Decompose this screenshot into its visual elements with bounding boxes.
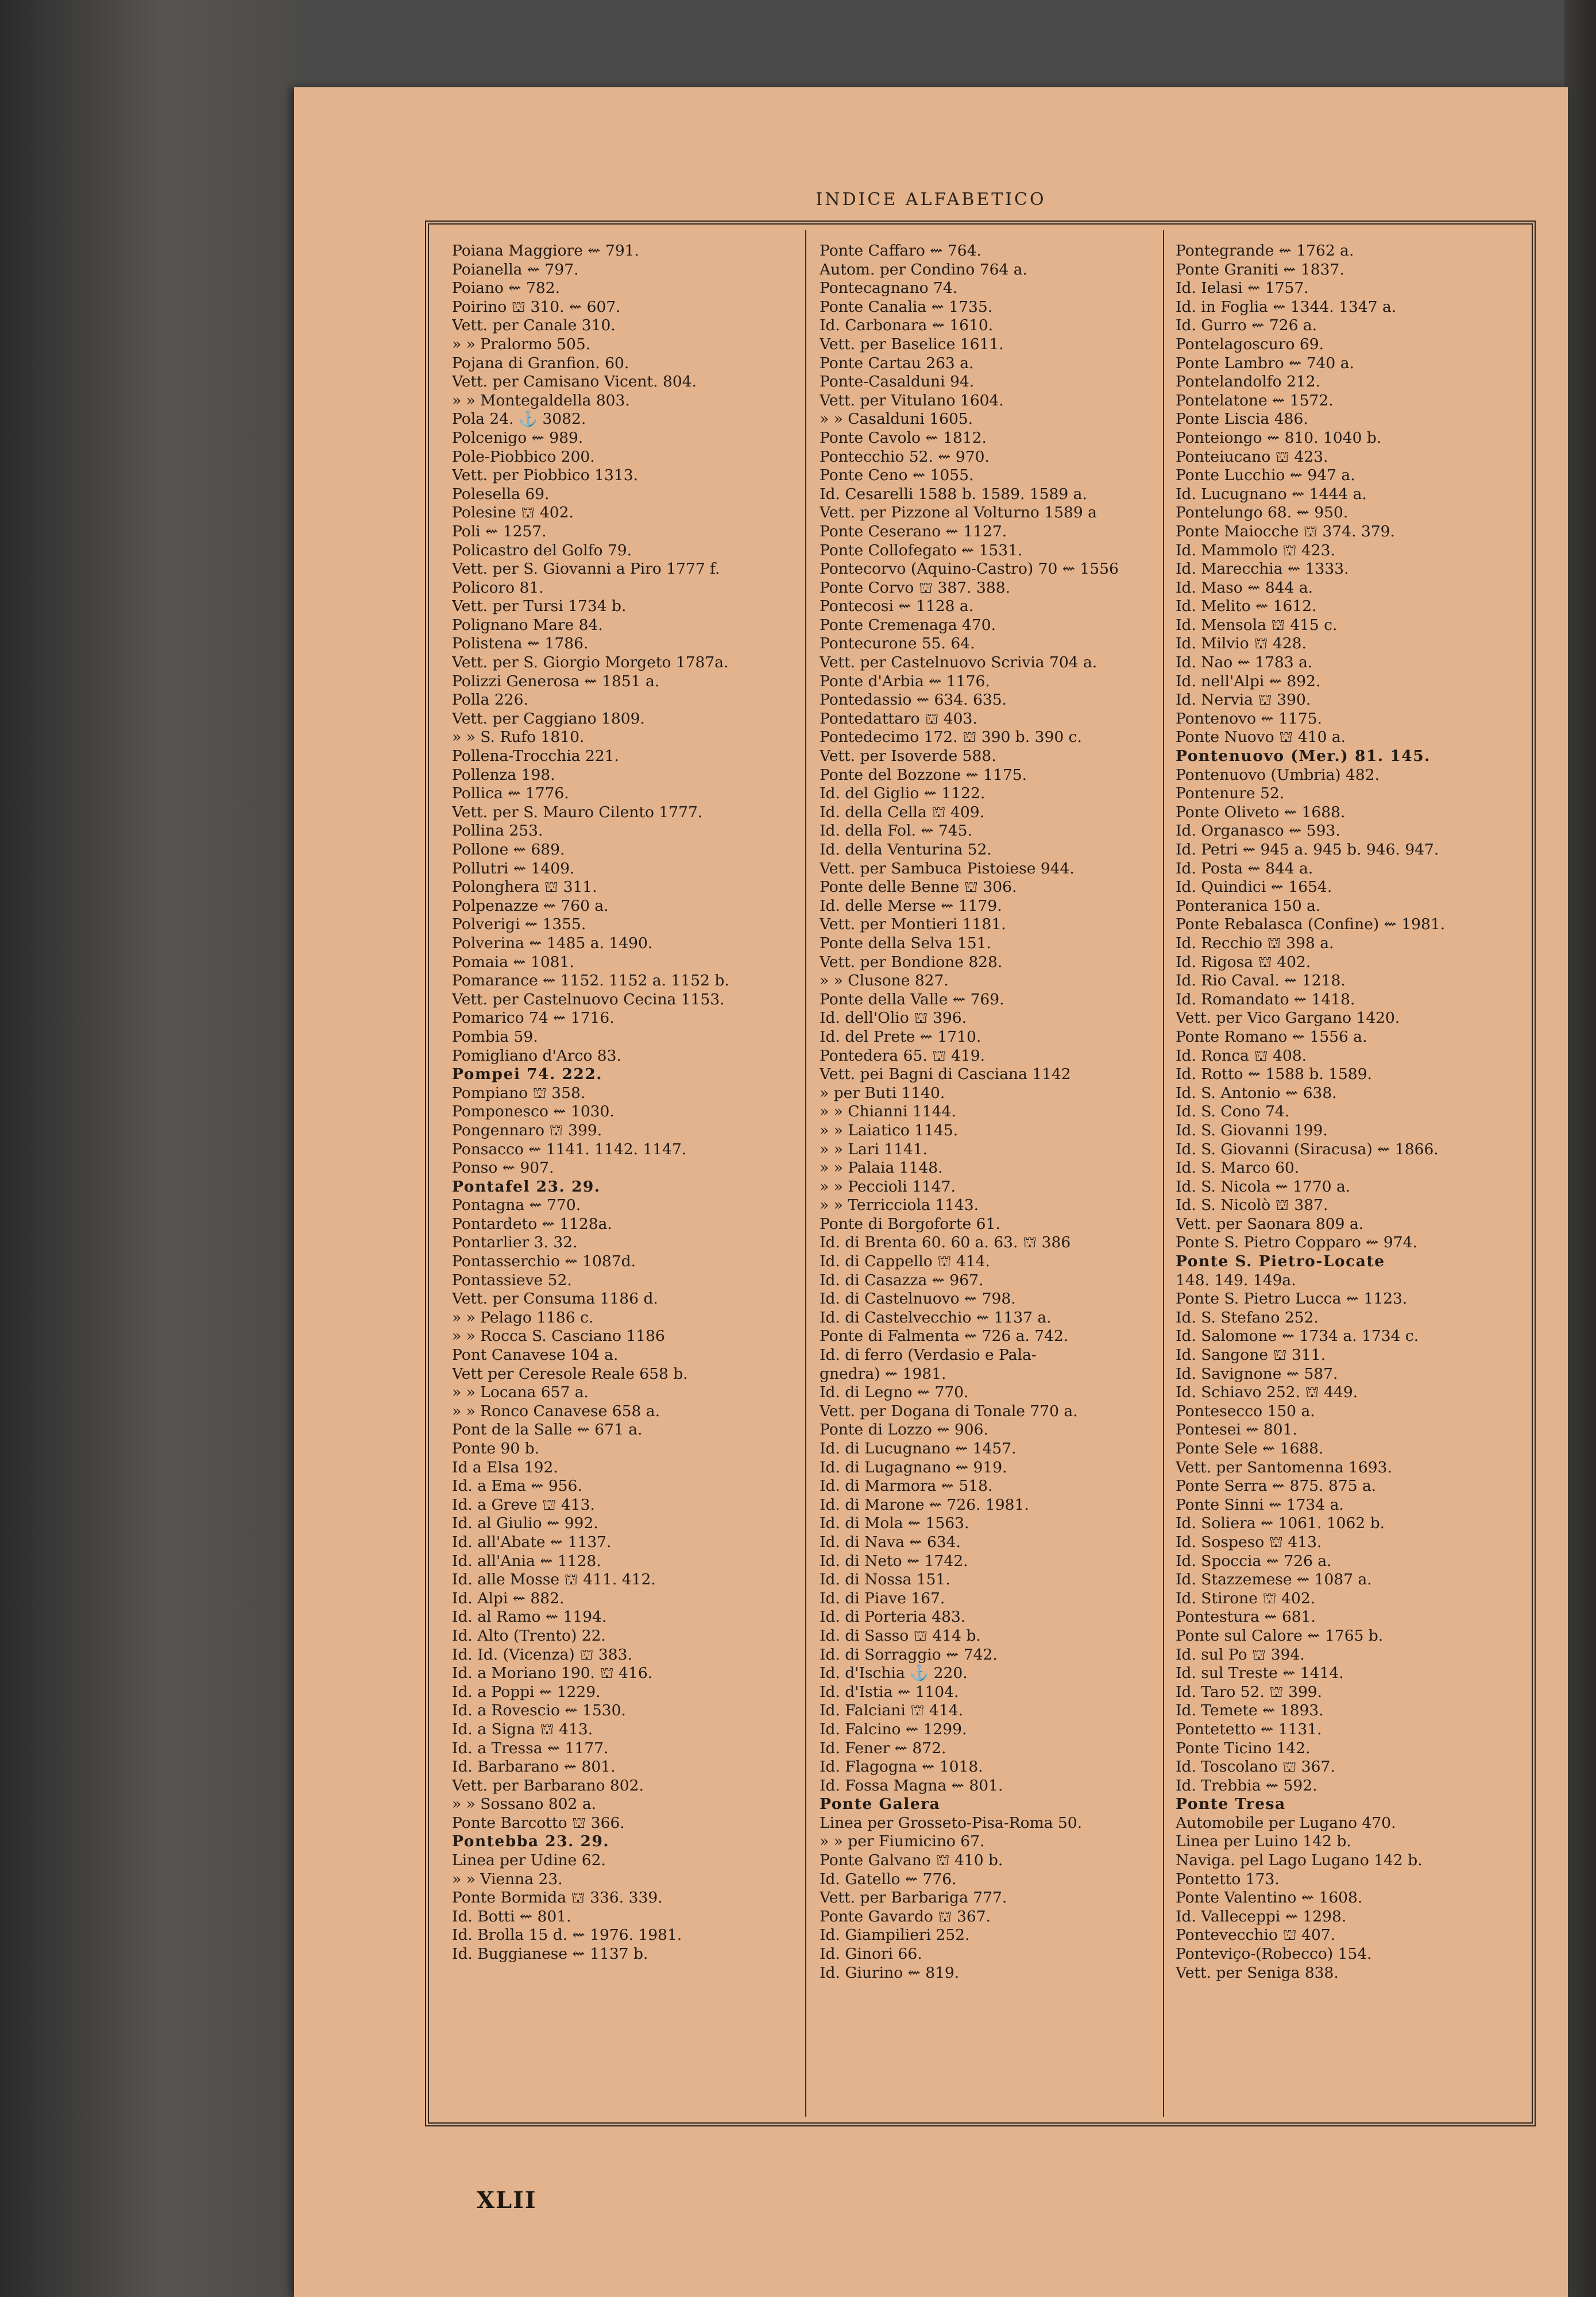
index-entry: Id. Carbonara ⇜ 1610.	[820, 316, 994, 335]
index-entry: Id. a Ema ⇜ 956.	[452, 1477, 582, 1495]
index-entry: Ponte Sinni ⇜ 1734 a.	[1176, 1495, 1344, 1514]
index-entry: » » Chianni 1144.	[820, 1103, 956, 1121]
column-divider	[805, 230, 806, 2117]
index-entry: Ponte 90 b.	[452, 1440, 540, 1457]
index-entry: Id. Nervia ⛫ 390.	[1176, 691, 1311, 709]
index-entry: Polignano Mare 84.	[452, 616, 603, 634]
index-entry: Ponte Cavolo ⇜ 1812.	[820, 428, 987, 447]
index-column-1	[452, 242, 797, 2108]
index-entry: Id. di Marmora ⇜ 518.	[820, 1477, 993, 1495]
index-entry: Id. S. Nicola ⇜ 1770 a.	[1176, 1177, 1351, 1196]
index-entry: Polla 226.	[452, 691, 528, 709]
index-entry: Naviga. pel Lago Lugano 142 b.	[1176, 1851, 1423, 1870]
index-entry: Id. Stirone ⛫ 402.	[1176, 1589, 1316, 1607]
index-entry: Vett. per Vitulano 1604.	[820, 391, 1004, 409]
index-entry: Id. Cesarelli 1588 b. 1589. 1589 a.	[820, 485, 1087, 503]
index-entry: Id. Taro 52. ⛫ 399.	[1176, 1683, 1323, 1701]
index-entry: Id. Petri ⇜ 945 a. 945 b. 946. 947.	[1176, 841, 1439, 859]
index-entry: Id. di Lucugnano ⇜ 1457.	[820, 1440, 1017, 1457]
index-entry: Id. Rio Caval. ⇜ 1218.	[1176, 972, 1346, 990]
index-entry: Id. S. Stefano 252.	[1176, 1308, 1319, 1327]
index-entry: Id. Recchio ⛫ 398 a.	[1176, 934, 1334, 952]
index-entry: Pontelagoscuro 69.	[1176, 335, 1324, 353]
index-entry: Id. Brolla 15 d. ⇜ 1976. 1981.	[452, 1926, 682, 1944]
index-entry: Id. Soliera ⇜ 1061. 1062 b.	[1176, 1514, 1385, 1533]
index-entry: Id. a Moriano 190. ⛫ 416.	[452, 1664, 653, 1683]
page-header: INDICE ALFABETICO	[816, 190, 1046, 210]
index-entry: Vett. per Baselice 1611.	[820, 335, 1004, 353]
index-entry: Id. al Giulio ⇜ 992.	[452, 1514, 598, 1533]
index-entry: » » Casalduni 1605.	[820, 410, 973, 428]
index-entry: Ponte-Casalduni 94.	[820, 373, 975, 391]
index-entry: Ponte di Borgoforte 61.	[820, 1215, 1000, 1233]
index-entry: Pontagna ⇜ 770.	[452, 1196, 581, 1215]
index-entry: Vett. per Pizzone al Volturno 1589 a	[820, 504, 1097, 522]
background-left	[0, 0, 299, 2297]
index-entry: Pombia 59.	[452, 1027, 538, 1046]
index-entry: Ponte Oliveto ⇜ 1688.	[1176, 803, 1346, 821]
index-entry: Ponteiongo ⇜ 810. 1040 b.	[1176, 428, 1382, 447]
index-entry: Id. Lucugnano ⇜ 1444 a.	[1176, 485, 1367, 503]
index-entry: Ponte del Bozzone ⇜ 1175.	[820, 765, 1027, 784]
index-entry: Vett. per S. Mauro Cilento 1777.	[452, 803, 703, 821]
index-entry: Ponte S. Pietro-Locate	[1176, 1252, 1385, 1271]
index-entry: Vett. per Montieri 1181.	[820, 915, 1006, 934]
index-entry: » » Locana 657 a.	[452, 1383, 589, 1402]
index-entry: Pontarlier 3. 32.	[452, 1233, 578, 1252]
index-entry: Ponte S. Pietro Copparo ⇜ 974.	[1176, 1233, 1417, 1252]
index-entry: Pontedattaro ⛫ 403.	[820, 709, 977, 728]
index-entry: Id. al Ramo ⇜ 1194.	[452, 1608, 607, 1626]
index-entry: Id. Sangone ⛫ 311.	[1176, 1346, 1326, 1364]
index-entry: Id. Ronca ⛫ 408.	[1176, 1046, 1307, 1065]
index-entry: Polpenazze ⇜ 760 a.	[452, 896, 609, 915]
index-entry: Id. S. Nicolò ⛫ 387.	[1176, 1196, 1328, 1215]
index-entry: Pomigliano d'Arco 83.	[452, 1046, 621, 1065]
index-entry: » » S. Rufo 1810.	[452, 728, 585, 747]
index-entry: Id. di ferro (Verdasio e Pala-	[820, 1346, 1037, 1364]
index-entry: » » Vienna 23.	[452, 1870, 563, 1888]
index-entry: Id. Flagogna ⇜ 1018.	[820, 1758, 983, 1776]
index-entry: Ponte Ceno ⇜ 1055.	[820, 466, 974, 485]
index-entry: Ponte Cartau 263 a.	[820, 354, 974, 372]
index-entry: Polcenigo ⇜ 989.	[452, 428, 583, 447]
index-entry: Id. Maso ⇜ 844 a.	[1176, 578, 1313, 597]
index-entry: Pollica ⇜ 1776.	[452, 784, 569, 803]
index-entry: Id. Melito ⇜ 1612.	[1176, 597, 1317, 616]
index-entry: Ponte Maiocche ⛫ 374. 379.	[1176, 522, 1395, 540]
index-entry: Id. di Cappello ⛫ 414.	[820, 1252, 990, 1271]
index-entry: Poli ⇜ 1257.	[452, 522, 547, 540]
index-entry: Pontevecchio ⛫ 407.	[1176, 1926, 1336, 1944]
index-entry: Id. Salomone ⇜ 1734 a. 1734 c.	[1176, 1327, 1419, 1345]
index-entry: Id. di Lugagnano ⇜ 919.	[820, 1458, 1007, 1476]
index-entry: Id. Stazzemese ⇜ 1087 a.	[1176, 1571, 1372, 1589]
index-entry: Id. Botti ⇜ 801.	[452, 1907, 571, 1925]
index-entry: Id. d'Ischia ⚓ 220.	[820, 1664, 968, 1683]
index-entry: Pollutri ⇜ 1409.	[452, 859, 575, 877]
index-entry: Ponte Sele ⇜ 1688.	[1176, 1440, 1324, 1457]
index-entry: Pontardeto ⇜ 1128a.	[452, 1215, 612, 1233]
index-entry: Polonghera ⛫ 311.	[452, 878, 597, 896]
index-entry: Pongennaro ⛫ 399.	[452, 1121, 602, 1139]
index-entry: Vett. pei Bagni di Casciana 1142	[820, 1065, 1071, 1084]
index-entry: Id. Giurino ⇜ 819.	[820, 1963, 960, 1982]
index-entry: Ponte Rebalasca (Confine) ⇜ 1981.	[1176, 915, 1446, 934]
index-entry: Id. all'Ania ⇜ 1128.	[452, 1552, 601, 1570]
index-entry: Pontenuovo (Mer.) 81. 145.	[1176, 747, 1431, 765]
index-entry: Pontecagnano 74.	[820, 279, 958, 297]
index-entry: Vett. per Consuma 1186 d.	[452, 1290, 658, 1308]
index-entry: Id. Fossa Magna ⇜ 801.	[820, 1776, 1003, 1795]
index-entry: Pontestura ⇜ 681.	[1176, 1608, 1316, 1626]
index-entry: Id. Rotto ⇜ 1588 b. 1589.	[1176, 1065, 1373, 1084]
index-entry: Pontecorvo (Aquino-Castro) 70 ⇜ 1556	[820, 560, 1119, 578]
index-entry: Ponte Barcotto ⛫ 366.	[452, 1813, 625, 1832]
index-entry: Ponte Bormida ⛫ 336. 339.	[452, 1889, 663, 1907]
index-entry: Pontedassio ⇜ 634. 635.	[820, 691, 1007, 709]
index-entry: Policastro del Golfo 79.	[452, 541, 632, 559]
index-entry: Polverina ⇜ 1485 a. 1490.	[452, 934, 653, 952]
index-entry: Ponteranica 150 a.	[1176, 896, 1321, 915]
index-entry: Ponte Valentino ⇜ 1608.	[1176, 1889, 1363, 1907]
index-entry: » » Sossano 802 a.	[452, 1795, 597, 1813]
index-entry: Ponte Ceserano ⇜ 1127.	[820, 522, 1007, 540]
index-entry: Id. Barbarano ⇜ 801.	[452, 1758, 616, 1776]
index-entry: Polesella 69.	[452, 485, 550, 503]
index-entry: gnedra) ⇜ 1981.	[820, 1364, 946, 1383]
index-entry: Id. Gurro ⇜ 726 a.	[1176, 316, 1317, 335]
index-entry: » » Lari 1141.	[820, 1140, 928, 1158]
index-entry: Id. Rigosa ⛫ 402.	[1176, 953, 1311, 971]
index-entry: Id. Spoccia ⇜ 726 a.	[1176, 1552, 1332, 1570]
index-entry: Id. Falciani ⛫ 414.	[820, 1702, 964, 1720]
index-entry: » » Ronco Canavese 658 a.	[452, 1402, 660, 1420]
index-entry: Pollina 253.	[452, 822, 543, 840]
index-entry: Id. Ginori 66.	[820, 1945, 922, 1963]
index-entry: Pontesecco 150 a.	[1176, 1402, 1315, 1420]
index-entry: Ponte Liscia 486.	[1176, 410, 1308, 428]
index-entry: » » per Fiumicino 67.	[820, 1832, 985, 1851]
index-entry: Id. Marecchia ⇜ 1333.	[1176, 560, 1349, 578]
index-entry: » per Buti 1140.	[820, 1084, 945, 1102]
index-entry: Poirino ⛫ 310. ⇜ 607.	[452, 297, 621, 316]
index-entry: Id. d'Istia ⇜ 1104.	[820, 1683, 959, 1701]
index-entry: Id. Gatello ⇜ 776.	[820, 1870, 957, 1888]
index-entry: Id. di Porteria 483.	[820, 1608, 966, 1626]
index-entry: Pontelatone ⇜ 1572.	[1176, 391, 1334, 409]
index-entry: Id. all'Abate ⇜ 1137.	[452, 1533, 612, 1551]
index-entry: Pollena-Trocchia 221.	[452, 747, 619, 765]
background-right	[1564, 0, 1596, 2297]
index-entry: Id. Schiavo 252. ⛫ 449.	[1176, 1383, 1358, 1402]
index-entry: Id. alle Mosse ⛫ 411. 412.	[452, 1571, 656, 1589]
index-entry: Id. Romandato ⇜ 1418.	[1176, 990, 1355, 1008]
index-entry: Pomarance ⇜ 1152. 1152 a. 1152 b.	[452, 972, 729, 990]
index-entry: Id. di Nossa 151.	[820, 1571, 950, 1589]
index-entry: Pomponesco ⇜ 1030.	[452, 1103, 615, 1121]
index-entry: Id. Mensola ⛫ 415 c.	[1176, 616, 1338, 634]
index-entry: Id. sul Po ⛫ 394.	[1176, 1645, 1305, 1664]
index-entry: Pontenovo ⇜ 1175.	[1176, 709, 1322, 728]
index-entry: Polistena ⇜ 1786.	[452, 635, 589, 653]
index-entry: Poiana Maggiore ⇜ 791.	[452, 242, 639, 260]
index-entry: Pontenuovo (Umbria) 482.	[1176, 765, 1380, 784]
index-entry: Id. S. Marco 60.	[1176, 1159, 1300, 1177]
index-entry: Ponte Canalia ⇜ 1735.	[820, 297, 993, 316]
index-entry: Id. di Piave 167.	[820, 1589, 945, 1607]
index-entry: Id. di Legno ⇜ 770.	[820, 1383, 969, 1402]
index-entry: 148. 149. 149a.	[1176, 1271, 1296, 1289]
index-entry: » » Clusone 827.	[820, 972, 949, 990]
index-entry: Id. Buggianese ⇜ 1137 b.	[452, 1945, 648, 1963]
index-entry: Id. Toscolano ⛫ 367.	[1176, 1758, 1335, 1776]
index-entry: Ponte di Falmenta ⇜ 726 a. 742.	[820, 1327, 1069, 1345]
index-entry: Pont Canavese 104 a.	[452, 1346, 619, 1364]
index-entry: Vett. per Tursi 1734 b.	[452, 597, 627, 616]
index-entry: Ponte Galvano ⛫ 410 b.	[820, 1851, 1003, 1870]
index-entry: Pontassieve 52.	[452, 1271, 572, 1289]
index-entry: Ponte Corvo ⛫ 387. 388.	[820, 578, 1010, 597]
index-entry: Vett. per Isoverde 588.	[820, 747, 996, 765]
index-entry: Id. di Casazza ⇜ 967.	[820, 1271, 984, 1289]
index-entry: Vett per Ceresole Reale 658 b.	[452, 1364, 688, 1383]
index-entry: Id. del Prete ⇜ 1710.	[820, 1027, 981, 1046]
index-entry: » » Laiatico 1145.	[820, 1121, 959, 1139]
index-entry: Pontelandolfo 212.	[1176, 373, 1321, 391]
index-entry: Ponte Cremenaga 470.	[820, 616, 996, 634]
index-entry: Pomarico 74 ⇜ 1716.	[452, 1009, 615, 1027]
index-entry: Linea per Grosseto-Pisa-Roma 50.	[820, 1813, 1083, 1832]
index-entry: » » Montegaldella 803.	[452, 391, 630, 409]
index-entry: » » Pralormo 505.	[452, 335, 591, 353]
index-entry: Vett. per Vico Gargano 1420.	[1176, 1009, 1400, 1027]
index-entry: Id. Sospeso ⛫ 413.	[1176, 1533, 1322, 1551]
index-entry: Id. della Venturina 52.	[820, 841, 992, 859]
index-entry: Id. Milvio ⛫ 428.	[1176, 635, 1307, 653]
index-entry: » » Pelago 1186 c.	[452, 1308, 594, 1327]
index-entry: Pontedera 65. ⛫ 419.	[820, 1046, 985, 1065]
index-entry: Id. di Mola ⇜ 1563.	[820, 1514, 969, 1533]
index-entry: Id. Mammolo ⛫ 423.	[1176, 541, 1336, 559]
index-entry: Id. di Sorraggio ⇜ 742.	[820, 1645, 998, 1664]
index-entry: Id. del Giglio ⇜ 1122.	[820, 784, 986, 803]
index-entry: Ponte Galera	[820, 1795, 941, 1813]
index-entry: Ponte Graniti ⇜ 1837.	[1176, 260, 1344, 279]
index-entry: Pontetetto ⇜ 1131.	[1176, 1720, 1322, 1738]
index-entry: Id. Alpi ⇜ 882.	[452, 1589, 565, 1607]
index-entry: Pompiano ⛫ 358.	[452, 1084, 586, 1102]
index-entry: Id. S. Giovanni 199.	[1176, 1121, 1328, 1139]
index-entry: Pontegrande ⇜ 1762 a.	[1176, 242, 1354, 260]
index-entry: Vett. per Camisano Vicent. 804.	[452, 373, 697, 391]
index-entry: Id. delle Merse ⇜ 1179.	[820, 896, 1002, 915]
index-entry: Ponte Collofegato ⇜ 1531.	[820, 541, 1023, 559]
index-entry: Ponte Ticino 142.	[1176, 1739, 1311, 1757]
index-entry: Vett. per Castelnuovo Cecina 1153.	[452, 990, 725, 1008]
index-entry: Vett. per Barbariga 777.	[820, 1889, 1007, 1907]
index-entry: Linea per Luino 142 b.	[1176, 1832, 1351, 1851]
index-entry: Ponte d'Arbia ⇜ 1176.	[820, 672, 990, 690]
index-entry: Id. S. Cono 74.	[1176, 1103, 1290, 1121]
index-entry: Pontesei ⇜ 801.	[1176, 1421, 1297, 1439]
index-entry: Vett. per Piobbico 1313.	[452, 466, 639, 485]
index-entry: Polizzi Generosa ⇜ 1851 a.	[452, 672, 660, 690]
index-entry: Id. Nao ⇜ 1783 a.	[1176, 653, 1313, 672]
index-column-3	[1176, 242, 1520, 2108]
index-entry: Ponte S. Pietro Lucca ⇜ 1123.	[1176, 1290, 1408, 1308]
index-entry: Id. di Castelvecchio ⇜ 1137 a.	[820, 1308, 1052, 1327]
index-entry: Id. a Rovescio ⇜ 1530.	[452, 1702, 626, 1720]
index-entry: Polverigi ⇜ 1355.	[452, 915, 586, 934]
index-entry: Id. S. Giovanni (Siracusa) ⇜ 1866.	[1176, 1140, 1439, 1158]
index-entry: Ponte Tresa	[1176, 1795, 1286, 1813]
index-entry: Id. della Fol. ⇜ 745.	[820, 822, 972, 840]
index-entry: Ponte sul Calore ⇜ 1765 b.	[1176, 1626, 1384, 1645]
index-entry: Ponte Serra ⇜ 875. 875 a.	[1176, 1477, 1377, 1495]
index-entry: Linea per Udine 62.	[452, 1851, 606, 1870]
index-entry: Pontebba 23. 29.	[452, 1832, 610, 1851]
index-entry: Ponso ⇜ 907.	[452, 1159, 554, 1177]
index-entry: Id. Trebbia ⇜ 592.	[1176, 1776, 1317, 1795]
index-entry: Automobile per Lugano 470.	[1176, 1813, 1396, 1832]
index-column-2	[820, 242, 1164, 2108]
index-entry: Pont de la Salle ⇜ 671 a.	[452, 1421, 643, 1439]
index-entry: Vett. per Saonara 809 a.	[1176, 1215, 1364, 1233]
index-entry: Vett. per S. Giorgio Morgeto 1787a.	[452, 653, 729, 672]
index-entry: Vett. per Barbarano 802.	[452, 1776, 644, 1795]
index-entry: Ponte Caffaro ⇜ 764.	[820, 242, 981, 260]
index-entry: Vett. per S. Giovanni a Piro 1777 f.	[452, 560, 720, 578]
index-entry: Policoro 81.	[452, 578, 544, 597]
index-entry: Id. dell'Olio ⛫ 396.	[820, 1009, 967, 1027]
index-entry: Ponte Romano ⇜ 1556 a.	[1176, 1027, 1367, 1046]
index-entry: Pontetto 173.	[1176, 1870, 1280, 1888]
index-entry: Autom. per Condino 764 a.	[820, 260, 1027, 279]
index-entry: Id. Alto (Trento) 22.	[452, 1626, 606, 1645]
index-entry: Pontecchio 52. ⇜ 970.	[820, 447, 990, 466]
index-entry: Vett. per Sambuca Pistoiese 944.	[820, 859, 1075, 877]
index-entry: Id. di Nava ⇜ 634.	[820, 1533, 961, 1551]
index-entry: Id. di Neto ⇜ 1742.	[820, 1552, 968, 1570]
index-entry: Vett. per Caggiano 1809.	[452, 709, 645, 728]
index-entry: Id. Posta ⇜ 844 a.	[1176, 859, 1313, 877]
index-entry: » » Rocca S. Casciano 1186	[452, 1327, 665, 1345]
index-entry: » » Palaia 1148.	[820, 1159, 943, 1177]
index-entry: Pollone ⇜ 689.	[452, 841, 565, 859]
index-entry: Id. Quindici ⇜ 1654.	[1176, 878, 1332, 896]
index-entry: Ponte della Valle ⇜ 769.	[820, 990, 1004, 1008]
index-entry: Pontelungo 68. ⇜ 950.	[1176, 504, 1348, 522]
index-entry: Id. a Poppi ⇜ 1229.	[452, 1683, 601, 1701]
index-entry: Pojana di Granfion. 60.	[452, 354, 629, 372]
index-entry: Vett. per Castelnuovo Scrivia 704 a.	[820, 653, 1098, 672]
index-entry: Ponteiucano ⛫ 423.	[1176, 447, 1328, 466]
index-entry: Vett. per Bondione 828.	[820, 953, 1003, 971]
index-entry: Id. nell'Alpi ⇜ 892.	[1176, 672, 1321, 690]
index-entry: Id. Organasco ⇜ 593.	[1176, 822, 1340, 840]
index-entry: Ponte delle Benne ⛫ 306.	[820, 878, 1017, 896]
index-entry: Id. Savignone ⇜ 587.	[1176, 1364, 1338, 1383]
index-entry: Id. Giampilieri 252.	[820, 1926, 970, 1944]
index-entry: Pontasserchio ⇜ 1087d.	[452, 1252, 636, 1271]
index-entry: Id. di Brenta 60. 60 a. 63. ⛫ 386	[820, 1233, 1071, 1252]
index-entry: Ponte Lucchio ⇜ 947 a.	[1176, 466, 1355, 485]
index-entry: Id. in Foglia ⇜ 1344. 1347 a.	[1176, 297, 1397, 316]
index-entry: Ponte Nuovo ⛫ 410 a.	[1176, 728, 1346, 747]
index-entry: Id. sul Treste ⇜ 1414.	[1176, 1664, 1344, 1683]
index-entry: Pola 24. ⚓ 3082.	[452, 410, 586, 428]
index-entry: Id. a Greve ⛫ 413.	[452, 1495, 595, 1514]
index-entry: Id. Id. (Vicenza) ⛫ 383.	[452, 1645, 632, 1664]
index-entry: Pompei 74. 222.	[452, 1065, 602, 1084]
index-entry: Id. Fener ⇜ 872.	[820, 1739, 946, 1757]
index-entry: Vett. per Santomenna 1693.	[1176, 1458, 1392, 1476]
index-entry: Pole-Piobbico 200.	[452, 447, 595, 466]
index-entry: Pomaia ⇜ 1081.	[452, 953, 574, 971]
index-entry: Id. Falcino ⇜ 1299.	[820, 1720, 967, 1738]
index-entry: Poiano ⇜ 782.	[452, 279, 561, 297]
index-entry: Poianella ⇜ 797.	[452, 260, 579, 279]
index-entry: Id. a Signa ⛫ 413.	[452, 1720, 593, 1738]
index-entry: Vett. per Dogana di Tonale 770 a.	[820, 1402, 1078, 1420]
index-entry: Id. Temete ⇜ 1893.	[1176, 1702, 1324, 1720]
index-entry: » » Peccioli 1147.	[820, 1177, 956, 1196]
book-page	[294, 87, 1568, 2297]
index-entry: Id. S. Antonio ⇜ 638.	[1176, 1084, 1337, 1102]
index-entry: Pontecurone 55. 64.	[820, 635, 975, 653]
index-entry: Id. di Castelnuovo ⇜ 798.	[820, 1290, 1016, 1308]
index-entry: Pontecosi ⇜ 1128 a.	[820, 597, 974, 616]
index-entry: Polesine ⛫ 402.	[452, 504, 574, 522]
index-entry: Vett. per Seniga 838.	[1176, 1963, 1339, 1982]
index-entry: Vett. per Canale 310.	[452, 316, 616, 335]
index-entry: » » Terricciola 1143.	[820, 1196, 979, 1215]
index-entry: Ponte di Lozzo ⇜ 906.	[820, 1421, 988, 1439]
index-entry: Pollenza 198.	[452, 765, 555, 784]
index-entry: Ponteviço-(Robecco) 154.	[1176, 1945, 1372, 1963]
index-entry: Id. Valleceppi ⇜ 1298.	[1176, 1907, 1347, 1925]
index-entry: Ponsacco ⇜ 1141. 1142. 1147.	[452, 1140, 687, 1158]
index-entry: Pontenure 52.	[1176, 784, 1285, 803]
index-entry: Id a Elsa 192.	[452, 1458, 558, 1476]
page-number: XLII	[477, 2187, 537, 2214]
index-entry: Id. Ielasi ⇜ 1757.	[1176, 279, 1309, 297]
index-entry: Id. di Marone ⇜ 726. 1981.	[820, 1495, 1029, 1514]
index-entry: Pontedecimo 172. ⛫ 390 b. 390 c.	[820, 728, 1082, 747]
index-entry: Ponte Lambro ⇜ 740 a.	[1176, 354, 1354, 372]
index-entry: Id. della Cella ⛫ 409.	[820, 803, 985, 821]
index-entry: Ponte Gavardo ⛫ 367.	[820, 1907, 991, 1925]
index-entry: Ponte della Selva 151.	[820, 934, 991, 952]
index-frame	[425, 221, 1536, 2126]
index-entry: Id. a Tressa ⇜ 1177.	[452, 1739, 609, 1757]
index-entry: Pontafel 23. 29.	[452, 1177, 601, 1196]
index-entry: Id. di Sasso ⛫ 414 b.	[820, 1626, 981, 1645]
